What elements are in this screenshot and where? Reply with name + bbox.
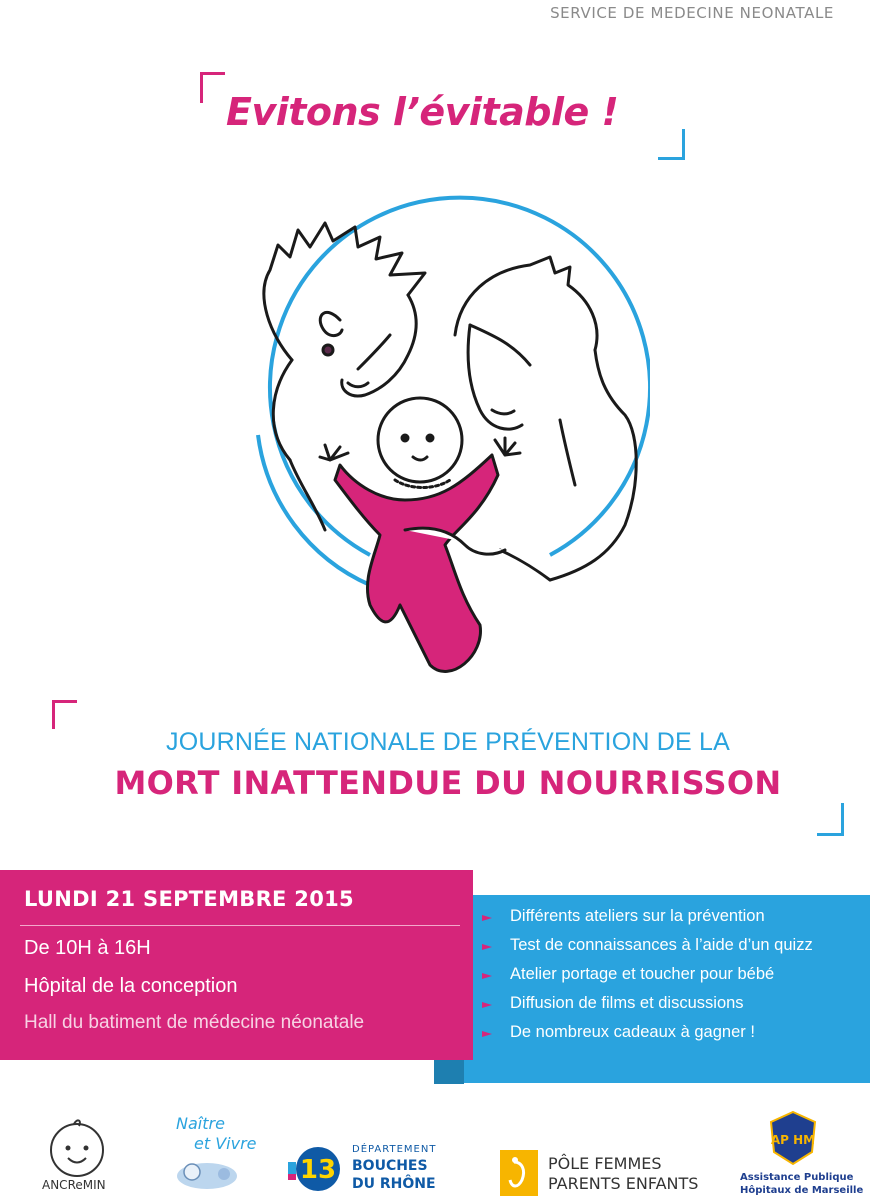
baby-face-icon bbox=[32, 1114, 122, 1184]
divider bbox=[20, 925, 460, 926]
departement-13-icon bbox=[288, 1144, 344, 1194]
bouches-label: BOUCHES bbox=[352, 1158, 428, 1174]
arrow-bullet-icon bbox=[482, 973, 492, 979]
aphm-logo bbox=[738, 1110, 864, 1200]
svg-text:AP HM: AP HM bbox=[770, 1133, 816, 1147]
list-item: Atelier portage et toucher pour bébé bbox=[478, 965, 813, 994]
event-title-block bbox=[52, 700, 844, 836]
list-item: Diffusion de films et discussions bbox=[478, 994, 813, 1023]
family-illustration bbox=[230, 185, 650, 705]
departement-label: DÉPARTEMENT bbox=[352, 1144, 437, 1155]
svg-text:13: 13 bbox=[299, 1155, 337, 1185]
title-bracket-bottom-right bbox=[817, 803, 844, 836]
event-title-line1: JOURNÉE NATIONALE DE PRÉVENTION DE LA bbox=[166, 728, 730, 756]
list-item: Différents ateliers sur la prévention bbox=[478, 907, 813, 936]
slogan-block bbox=[200, 72, 685, 160]
rhone-label: DU RHÔNE bbox=[352, 1176, 436, 1192]
ancremin-label: ANCReMIN bbox=[42, 1178, 106, 1192]
ancremin-logo bbox=[32, 1114, 122, 1200]
aphm-label-line1: Assistance Publique bbox=[740, 1172, 854, 1183]
event-hall: Hall du batiment de médecine néonatale bbox=[24, 1012, 365, 1033]
naitre-label: Naître bbox=[176, 1114, 225, 1133]
pole-femmes-icon bbox=[500, 1150, 540, 1196]
event-date: LUNDI 21 SEPTEMBRE 2015 bbox=[24, 887, 354, 911]
slogan: Evitons l’évitable ! bbox=[226, 90, 619, 134]
parents-enfants-label: PARENTS ENFANTS bbox=[548, 1174, 699, 1193]
naitre-et-vivre-logo bbox=[168, 1112, 257, 1198]
event-place: Hôpital de la conception bbox=[24, 975, 238, 997]
event-hours: De 10H à 16H bbox=[24, 937, 151, 959]
departement-logo bbox=[288, 1140, 468, 1200]
father-figure bbox=[455, 257, 636, 580]
aphm-label-line2: Hôpitaux de Marseille bbox=[740, 1185, 864, 1196]
vivre-label: et Vivre bbox=[194, 1134, 257, 1153]
pole-femmes-logo bbox=[500, 1150, 710, 1200]
baby-figure bbox=[320, 398, 520, 671]
slogan-bracket-bottom-right bbox=[658, 129, 685, 160]
pole-femmes-label: PÔLE FEMMES bbox=[548, 1154, 662, 1173]
slogan-bracket-top-left bbox=[200, 72, 225, 103]
list-item: Test de connaissances à l’aide d’un quizz bbox=[478, 936, 813, 965]
event-title-line2: MORT INATTENDUE DU NOURRISSON bbox=[114, 764, 782, 802]
sleeping-baby-icon bbox=[172, 1156, 242, 1192]
title-bracket-top-left bbox=[52, 700, 77, 729]
list-item: De nombreux cadeaux à gagner ! bbox=[478, 1023, 813, 1052]
arrow-bullet-icon bbox=[482, 915, 492, 921]
arrow-bullet-icon bbox=[482, 1002, 492, 1008]
arrow-bullet-icon bbox=[482, 944, 492, 950]
service-name: SERVICE DE MEDECINE NEONATALE bbox=[550, 4, 834, 22]
aphm-shield-icon bbox=[768, 1110, 818, 1166]
partner-logos bbox=[0, 1110, 870, 1200]
activities-panel-fold bbox=[434, 1060, 464, 1084]
activities-list bbox=[478, 907, 813, 1052]
arrow-bullet-icon bbox=[482, 1031, 492, 1037]
